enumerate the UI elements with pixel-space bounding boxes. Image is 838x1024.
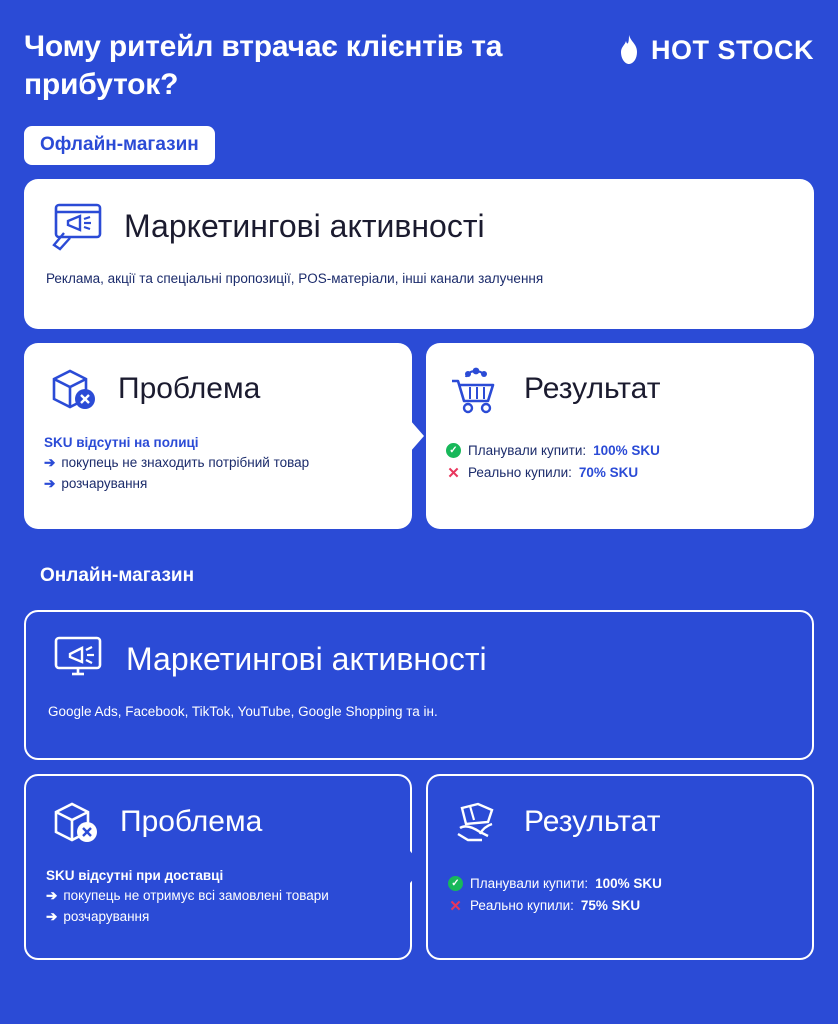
online-problem-label: SKU відсутні при доставці [46, 868, 224, 883]
arrow-icon: ➔ [46, 888, 58, 903]
shopping-cart-icon [446, 361, 506, 417]
marketing-board-icon [46, 197, 106, 255]
offline-marketing-head [46, 197, 792, 255]
online-problem-bullet-1 [46, 888, 390, 904]
result-label: Реально купили: [470, 898, 574, 913]
box-error-icon [44, 361, 100, 417]
offline-result-line-actual [446, 465, 794, 480]
offline-problem-label: SKU відсутні на полиці [44, 435, 199, 450]
bullet-text: покупець не знаходить потрібний товар [61, 455, 310, 470]
online-result-col [426, 774, 814, 960]
arrow-icon: ➔ [44, 476, 56, 491]
offline-problem-head [44, 361, 392, 417]
result-label: Планували купити: [470, 876, 589, 891]
online-result-head [448, 794, 792, 850]
bullet-text: розчарування [61, 476, 148, 491]
result-value: 100% SKU [595, 876, 662, 891]
online-problem-col [24, 774, 412, 960]
online-result-line-actual [448, 898, 792, 913]
header [24, 0, 814, 104]
offline-problem-card [24, 343, 412, 529]
offline-result-head [446, 361, 794, 417]
offline-result-line-planned [446, 443, 794, 458]
result-label: Реально купили: [468, 465, 572, 480]
bullet-text: розчарування [63, 909, 150, 924]
flow-arrow [410, 851, 424, 883]
page-title: Чому ритейл втрачає клієнтів та прибуток? [24, 30, 503, 101]
offline-problem-bullet-1 [44, 455, 392, 471]
bullet-text: покупець не отримує всі замовлені товари [63, 888, 329, 903]
offline-result-title: Результат [524, 372, 661, 405]
online-marketing-title: Маркетингові активності [126, 641, 487, 677]
online-marketing-desc: Google Ads, Facebook, TikTok, YouTube, Google Shopping та ін. [48, 704, 438, 719]
online-problem-card [24, 774, 412, 960]
online-result-card [426, 774, 814, 960]
box-error-icon [46, 794, 102, 850]
monitor-megaphone-icon [48, 630, 108, 688]
offline-problem-col [24, 343, 412, 529]
arrow-icon: ➔ [46, 909, 58, 924]
result-value: 70% SKU [578, 465, 639, 480]
online-problem-bullet-2 [46, 909, 390, 925]
result-value: 75% SKU [580, 898, 641, 913]
online-marketing-card [24, 610, 814, 760]
offline-problem-title: Проблема [118, 372, 261, 405]
check-icon: ✓ [446, 443, 461, 458]
online-row [24, 774, 814, 960]
cross-icon: ✕ [449, 897, 462, 915]
flow-arrow [410, 420, 424, 452]
brand-name: HOT STOCK [650, 34, 814, 65]
flame-icon [616, 34, 642, 66]
online-problem-title: Проблема [120, 805, 263, 838]
offline-problem-bullet-2 [44, 476, 392, 492]
online-result-line-planned [448, 876, 792, 891]
online-problem-head [46, 794, 390, 850]
online-section [24, 535, 814, 960]
offline-result-card [426, 343, 814, 529]
offline-row [24, 343, 814, 529]
cross-icon: ✕ [447, 464, 460, 482]
package-handover-icon [448, 794, 506, 850]
offline-marketing-card [24, 179, 814, 329]
result-value: 100% SKU [593, 443, 660, 458]
section-tag-online: Онлайн-магазин [40, 565, 195, 586]
section-tag-offline: Офлайн-магазин [24, 126, 215, 165]
online-marketing-head [48, 630, 790, 688]
result-label: Планували купити: [468, 443, 587, 458]
offline-result-lines [446, 443, 794, 480]
brand-logo [616, 28, 814, 66]
online-result-lines [448, 876, 792, 913]
offline-marketing-desc: Реклама, акції та спеціальні пропозиції, POS-матеріали, інші канали залучення [46, 271, 544, 286]
arrow-icon: ➔ [44, 455, 56, 470]
offline-result-col [426, 343, 814, 529]
offline-marketing-title: Маркетингові активності [124, 208, 485, 244]
check-icon: ✓ [448, 876, 463, 891]
online-result-title: Результат [524, 805, 661, 838]
